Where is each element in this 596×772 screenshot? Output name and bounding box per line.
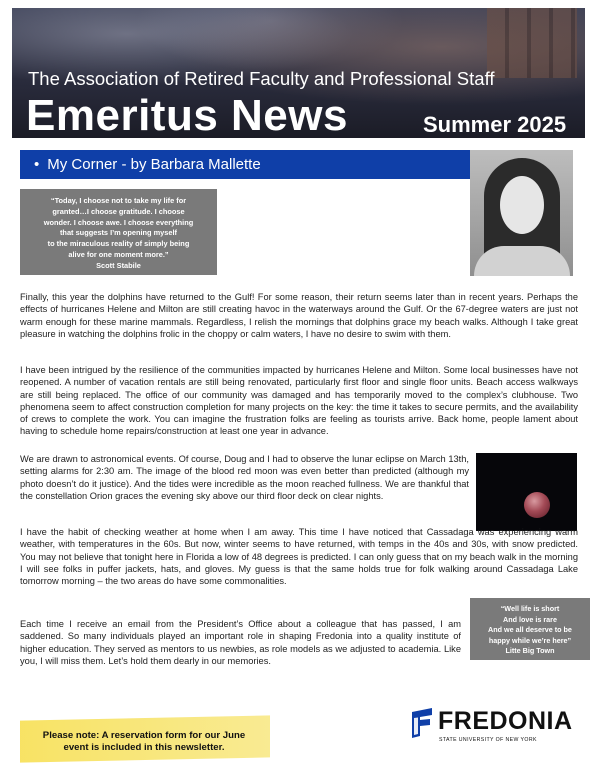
quote-attribution: Scott Stabile: [96, 260, 141, 270]
issue-season: Summer 2025: [423, 112, 567, 137]
quote-box-bottom: [470, 598, 590, 660]
banner-building-photo: [487, 8, 577, 78]
paragraph-dolphins: Finally, this year the dolphins have returned to the Gulf! For some reason, their return seems later than in recent years. Perhaps the effects of hurricanes Helene and Milton are still creating havoc in the waterways around the Gulf. Or the 67-degree waters are just not warm enough for these marine mammals. Regardless, I relish the mornings that dolphins grace my beach walks. Although I take great pleasure in watching the dolphins frolic in the choppy or calm waters, I have no desire to swim with them.: [20, 292, 578, 339]
blood-moon: [524, 492, 550, 518]
quote-line: alive for one moment more.”: [68, 249, 169, 259]
author-photo-face: [500, 176, 544, 234]
fredonia-wordmark-icon: [410, 708, 434, 738]
section-heading: My Corner - by Barbara Mallette: [47, 156, 261, 173]
masthead-banner: [12, 8, 585, 138]
newsletter-title: Emeritus News: [26, 91, 348, 138]
quote-line: “Today, I choose not to take my life for: [50, 196, 187, 205]
note-line: event is included in this newsletter.: [63, 742, 225, 753]
quote-line: granted…I choose gratitude. I choose: [52, 206, 185, 216]
paragraph-colleagues: Each time I receive an email from the President’s Office about a colleague that has passed, I am saddened. So many individuals played an important role in shaping Fredonia into a quality institute of higher education. They served as mentors to us newbies, as role models as we adjusted to academia. Like you, I will miss them. Let’s hold them dearly in our memories.: [20, 619, 461, 666]
quote-line: happy while we’re here”: [488, 635, 572, 645]
section-heading-bar: [20, 150, 470, 179]
author-photo-shoulders: [474, 246, 570, 276]
quote-line: that suggests I’m opening myself: [59, 228, 178, 238]
quote-line: to the miraculous reality of simply being: [47, 239, 190, 249]
quote-line: “Well life is short: [500, 604, 560, 613]
quote-box-top: [20, 189, 217, 275]
note-line: Please note: A reservation form for our June: [42, 730, 246, 741]
fredonia-logo: [410, 705, 580, 747]
association-name: The Association of Retired Faculty and Professional Staff: [28, 68, 495, 89]
logo-wordmark: FREDONIA: [438, 707, 573, 735]
quote-line: wonder. I choose awe. I choose everything: [43, 217, 194, 227]
paragraph-weather: I have the habit of checking weather at home when I am away. This time I have noticed that Cassadaga was experiencing warm weather, with temperatures in the 60s. But now, winter seems to have returned, with temps in the 40s and 30s, with snow predicted. You may not believe that tonight here in Florida a low of 48 degrees is predicted. I can only guess that on my beach walk in the morning I will see folks in puffer jackets, hats, and gloves. My guess is that the same holds true for folk walking around Cassadaga Lake tomorrow morning – the two areas do have some commonalities.: [20, 527, 578, 587]
logo-subtitle: STATE UNIVERSITY OF NEW YORK: [439, 737, 537, 743]
quote-attribution: Litte Big Town: [505, 646, 555, 656]
lunar-eclipse-photo: [476, 453, 577, 531]
paragraph-eclipse: We are drawn to astronomical events. Of course, Doug and I had to observe the lunar eclipse on March 13th, setting alarms for 2:30 am. The image of the blood red moon was even better than predicted (although my photo doesn’t do it justice). And the tides were incredible as the moon reached fullness. We are thankful that the constellation Orion graces the evening sky above our third floor deck on clear nights.: [20, 454, 469, 501]
quote-line: And love is rare: [503, 614, 557, 624]
author-photo: [470, 150, 573, 276]
bullet-icon: •: [34, 156, 40, 173]
quote-line: And we all deserve to be: [488, 625, 572, 635]
reservation-note: [24, 730, 264, 754]
paragraph-resilience: I have been intrigued by the resilience of the communities impacted by hurricanes Helene and Milton. Some local businesses have not reopened. A number of vacation rentals are still being renovated, particularly first floor and single floor units. Beach access walkways are still being replaced. The office of our community was damaged and has temporarily moved to the complex’s clubhouse. Two phenomena seem to affect construction completion for many projects on the key: the time it takes to secure permits, and the availability of crews to complete the work. You can imagine the frustration folks are feeling as tourists arrive. Back home, people lament about having to schedule home repairs/construction at least one year in advance.: [20, 365, 578, 437]
